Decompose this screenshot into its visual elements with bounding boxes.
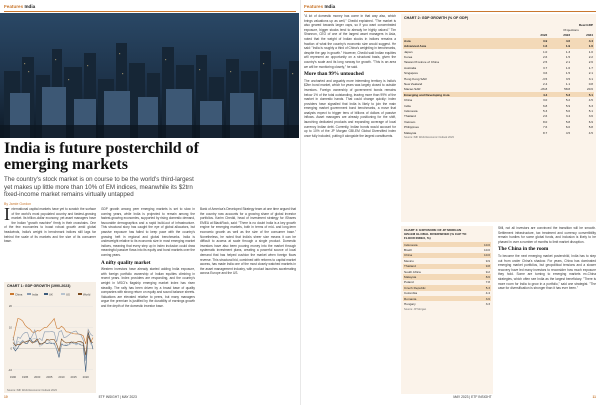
footer-right (304, 395, 596, 399)
cell-value: 3.7 (542, 65, 548, 70)
cell-value: 6.3 (588, 103, 593, 108)
row-label: New Zealand (404, 81, 423, 86)
table-title-line: CHART 3: EXPOSURE OF JP MORGAN (404, 228, 462, 232)
page-number: 11 (592, 395, 596, 399)
cell-value: -3.5 (541, 76, 548, 81)
legend-label: India (32, 292, 39, 297)
cell-value: 5.3 (542, 108, 548, 113)
cell-value: 6.8 (542, 103, 548, 108)
cell-value: 6.0 (565, 125, 571, 130)
row-label: Thailand (404, 264, 416, 269)
cell-value: 20.6 (586, 87, 593, 92)
cell-value: 1.6 (588, 44, 593, 49)
cell-value: 7.6 (542, 125, 548, 130)
cell-value: 10.0 (483, 242, 490, 247)
series-line-us (13, 336, 93, 354)
table-title-line: FLOOR INDEX, %) (404, 236, 431, 240)
chart-1-panel (4, 282, 96, 393)
legend-label: US (66, 292, 70, 297)
cell-value: 4.5 (588, 98, 593, 103)
cell-value: 8.6 (485, 275, 490, 280)
year-header: 2023 (563, 33, 571, 38)
publication-label: ETF INSIGHT | MAY 2023 (98, 395, 137, 399)
row-label: Colombia (404, 291, 418, 296)
row-label: South Africa (404, 269, 421, 274)
row-label: Australia (404, 65, 417, 70)
body-column-6: Still, not all investors are convinced the transition will be smooth. Settlement infrastructure, tax treatment and currency convertibility remain hurdles for some global funds, and inclusion is likely to be phased in over a number of months to limit market disruption. The China in the room To become the next emerging market posterchild, India has to step out from under China's shadow. For years, China has dominated emerging market portfolios, but geopolitical tensions and a slower recovery have led many investors to reconsider how much exposure they hold. Some are turning to emerging markets ex-China strategies, which often see India as the largest beneficiary. "There is more room for India to grow in a portfolio," said one strategist. "The case for diversification is stronger than it has ever been." (498, 226, 596, 291)
row-label: Taiwan Province of China (404, 60, 439, 65)
title-line: emerging markets (4, 156, 128, 173)
legend-swatch (10, 293, 14, 295)
legend-swatch (78, 293, 82, 295)
cell-value: 10.0 (483, 248, 490, 253)
cell-value: 58.8 (564, 87, 571, 92)
cell-value: 5.9 (565, 103, 571, 108)
publication-label: MAY 2023 | ETF INSIGHT (453, 395, 492, 399)
subhead-china: The China in the room (498, 246, 549, 253)
y-tick-label: 20 (8, 304, 12, 309)
cell-value: 10.0 (483, 253, 490, 258)
row-label: Poland (404, 280, 414, 285)
year-header: 2022 (540, 33, 548, 38)
series-line-china (13, 319, 93, 344)
cell-value: 2.6 (542, 55, 548, 60)
cell-value: 2.2 (588, 55, 593, 60)
subhead-nifty: A nifty quality market (101, 259, 151, 266)
x-tick-label: 2015 (70, 375, 77, 379)
projections-header: Projections (563, 28, 579, 33)
real-gdp-header: Real GDP (578, 22, 593, 27)
series-line-world (13, 336, 93, 355)
year-header: 2024 (586, 33, 593, 38)
y-tick-label: -10 (7, 367, 12, 372)
title-line: India is future posterchild of (4, 140, 199, 157)
body-column-3: Bank of America's Developed Strategy team at one time argued that the country now accounts for a growing share of global investor portfolios. Karim Chedid, head of investment strategy for iShares EMEA at BlackRock, said: "There is no doubt India is a key growth engine for emerging markets, both in terms of mid- and long-term economic growth as well as the size of the consumer base." Nonetheless, he noted that India's sheer size means it can be difficult to access at scale through a single product. Domestic investors have also been pouring money into the market through systematic investment plans, creating a powerful source of local demand that has helped cushion the market when foreign flows reverse. This structural bid, combined with reforms to capital market access, has made India one of the most closely watched markets in the asset management industry, with product launches accelerating across Europe and the US. (200, 207, 296, 276)
y-tick-label: 10 (8, 325, 12, 330)
row-label: Advanced Asia (404, 44, 427, 49)
cell-value: 2.6 (588, 60, 593, 65)
table-source: Source: JP Morgan (404, 307, 427, 311)
x-tick-label: 2020 (82, 375, 89, 379)
cell-value: 1.5 (565, 55, 571, 60)
cell-value: 5.3 (565, 92, 571, 97)
cell-value: 5.3 (485, 285, 490, 290)
row-label: Brazil (404, 248, 412, 253)
topic-label: India (24, 4, 36, 9)
cell-value: 1.7 (588, 65, 593, 70)
byline: By Jamie Gordon (4, 202, 32, 206)
cell-value: 3.5 (565, 76, 571, 81)
cell-value: 1.3 (565, 49, 571, 54)
x-tick-label: 1990 (9, 375, 17, 379)
row-label: Asia (404, 38, 411, 43)
cell-value: 5.2 (565, 98, 571, 103)
legend-swatch (27, 293, 31, 295)
row-label: Malaysia (404, 130, 417, 135)
gdp-line-chart (4, 290, 96, 386)
cell-value: 9.9 (485, 258, 490, 263)
cell-value: 3.4 (565, 114, 571, 119)
page-number: 10 (4, 395, 8, 399)
header-rule (4, 11, 296, 12)
cell-value: 0.8 (588, 81, 593, 86)
cell-value: 5.1 (588, 108, 593, 113)
row-label: Mexico (404, 258, 414, 263)
cell-value: 2.5 (542, 60, 548, 65)
article-title (4, 141, 296, 173)
subhead-untouched: More than 99% untouched (304, 71, 364, 78)
row-label: Korea (404, 55, 413, 60)
legend-label: China (15, 292, 23, 297)
row-label: Hong Kong SAR (404, 76, 427, 81)
legend-swatch (44, 293, 48, 295)
cell-value: 4.5 (565, 130, 571, 135)
row-label: China (404, 98, 413, 103)
cell-value: 7.8 (485, 280, 490, 285)
cell-value: 3.9 (542, 38, 548, 43)
row-label: India (404, 103, 411, 108)
section-label: Features (4, 4, 24, 9)
cell-value: 3.6 (485, 296, 490, 301)
cell-value: 1.6 (542, 44, 548, 49)
row-label: China (404, 253, 413, 258)
row-label: Romania (404, 296, 417, 301)
legend-label: UK (49, 292, 53, 297)
header-left (4, 4, 35, 9)
legend-swatch (61, 293, 65, 295)
cell-value: 5.1 (588, 92, 593, 97)
cell-value: 9.2 (485, 269, 490, 274)
row-label: Hungary (404, 301, 416, 306)
topic-label: India (324, 4, 336, 9)
row-label: Emerging and Developing Asia (404, 92, 450, 97)
cell-value: 1.0 (542, 49, 548, 54)
table-2-panel (401, 14, 596, 222)
body-column-4: "A lot of domestic money has come in that way also, which brings valuations up as well," Chedid explained. "The market is also geared towards larger caps, so if you want concentrated exposure, bigger stocks tend to already be highly valued." Tim Shannon, CEO of one of the largest asset managers in Asia, noted that the weight of Indian stocks in indices remains a fraction of what the country's economic size would suggest. He said: "India is roughly a third of China's weighting in benchmarks, despite the gap in growth." However, Chedid said Indian equities will represent an opportunity on a structural basis, given the country's scale and its long runway for growth. "This is an area we will be monitoring closely," he said. More than 99% untouched The uncharted and arguably more interesting territory is India's $2trn bond market, which for years was largely closed to outside investors. Foreign ownership of government bonds remains below 1% of the total outstanding, leaving more than 99% of the market in domestic hands. That could change quickly: index providers have signalled that India is likely to join the main emerging market government bond benchmarks, a move that analysts expect to trigger tens of billions of dollars of passive inflows. Asset managers are already positioning for the shift, launching dedicated products and expanding coverage of local currency Indian debt. Currently, Indian bonds would account for up to 10% of the JP Morgan GBI-EM Global Diversified index once fully included, putting it alongside the largest constituents. (304, 14, 396, 138)
page-gutter (300, 0, 301, 405)
skyline-photo (0, 13, 299, 138)
cell-value: 4.6 (565, 38, 571, 43)
standfirst-line: The country's stock market is on course to be the world's third-largest (4, 176, 194, 183)
header-right (304, 4, 335, 9)
chart-source: Source: IMF World Economic Outlook 2023 (7, 389, 57, 392)
cell-value: 1.0 (588, 49, 593, 54)
chart-title: CHART 1: GDP GROWTH (1990-2023) (7, 284, 71, 288)
drop-cap: I (4, 207, 10, 224)
standfirst-line: yet makes up little more than 10% of EM indices, meanwhile its $2trn (4, 183, 193, 191)
cell-value: 2.1 (565, 60, 571, 65)
cell-value: 2.1 (588, 71, 593, 76)
cell-value: 4.4 (588, 38, 593, 43)
row-label: Czech Republic (404, 285, 426, 290)
table-title: CHART 2: GDP GROWTH (% OF GDP) (404, 16, 469, 20)
cell-value: 8.7 (542, 130, 548, 135)
gdp-projection-table (403, 22, 594, 135)
cell-value: 1.1 (565, 81, 571, 86)
row-label: Singapore (404, 71, 419, 76)
row-label: Thailand (404, 114, 416, 119)
cell-value: 2.6 (542, 114, 548, 119)
cell-value: 5.8 (565, 119, 571, 124)
row-label: Malaysia (404, 275, 417, 280)
cell-value: 4.5 (588, 130, 593, 135)
cell-value: 4.4 (485, 291, 490, 296)
standfirst-line: fixed-income market remains virtually untapped (4, 191, 134, 199)
table-3-panel (401, 226, 493, 394)
x-tick-label: 2000 (34, 375, 41, 379)
footer-left (4, 395, 137, 399)
section-label: Features (304, 4, 324, 9)
standfirst (4, 176, 296, 199)
cell-value: 5.0 (565, 108, 571, 113)
x-tick-label: 2010 (58, 375, 65, 379)
cell-value: 4.4 (542, 92, 548, 97)
body-column-1: International capital markets have yet to scratch the surface of the world's most populated country and fastest-growing market. Its trillion-dollar economy, yet asset managers have the Indian "growth machine" firmly in their crosshairs. One of the few economies to boast robust growth amid global headwinds, India's weight in benchmark indices still lags far behind the scale of its markets and the size of its consumer base. (4, 207, 96, 244)
cell-value: 3.6 (588, 114, 593, 119)
row-label: Indonesia (404, 242, 418, 247)
legend-label: World (83, 292, 91, 297)
cell-value: 1.5 (565, 71, 571, 76)
cell-value: 6.9 (588, 119, 593, 124)
row-label: Indonesia (404, 108, 418, 113)
series-line-uk (13, 332, 93, 371)
cell-value: 3.1 (588, 76, 593, 81)
table-title-line: GBI-EM GLOBAL DIVERSIFIED (% CAP TO (404, 232, 467, 236)
y-tick-label: 0 (10, 346, 12, 351)
cell-value: -26.8 (540, 87, 548, 92)
cell-value: 3.0 (542, 98, 548, 103)
cell-value: 1.9 (565, 44, 571, 49)
row-label: Macao SAR (404, 87, 421, 92)
row-label: Japan (404, 49, 413, 54)
cell-value: 3.6 (542, 71, 548, 76)
table-title (401, 226, 493, 240)
cell-value: 9.8 (485, 264, 490, 269)
x-tick-label: 1995 (22, 375, 29, 379)
cell-value: 1.6 (565, 65, 571, 70)
row-label: Philippines (404, 125, 419, 130)
row-label: Vietnam (404, 119, 416, 124)
x-tick-label: 2005 (46, 375, 53, 379)
cell-value: 5.8 (588, 125, 593, 130)
cell-value: 3.3 (485, 301, 490, 306)
body-column-2: GDP growth among peer emerging markets is set to slow in coming years, while India is projected to remain among the fastest-growing economies, supported by rising domestic demand, favourable demographics and a rapid build-out of infrastructure. This structural story has caught the eye of global allocators, but passive exposure has failed to keep pace with the country's growing heft in regional and global benchmarks. India is underweight relative to its economic size in most emerging market indices, meaning that every step up in index inclusion could draw meaningful passive flows into its equity and bond markets over the coming years. A nifty quality market Western investors have already started adding India exposure, with foreign portfolio ownership of Indian equities climbing in recent years. Index providers are responding, and the country's weight in MSCI's flagship emerging market index has risen steadily. The rally has been driven by a broad base of quality companies with strong return on equity and sound balance sheets. Valuations are elevated relative to peers, but many managers argue the premium is justified by the durability of earnings growth and the depth of the domestic investor base. (101, 207, 195, 308)
table-source: Source: IMF World Economic Outlook 2023 (404, 136, 454, 140)
cell-value: 8.0 (542, 119, 548, 124)
header-rule (304, 11, 596, 12)
index-weight-table (403, 242, 491, 307)
cell-value: 2.4 (542, 81, 548, 86)
